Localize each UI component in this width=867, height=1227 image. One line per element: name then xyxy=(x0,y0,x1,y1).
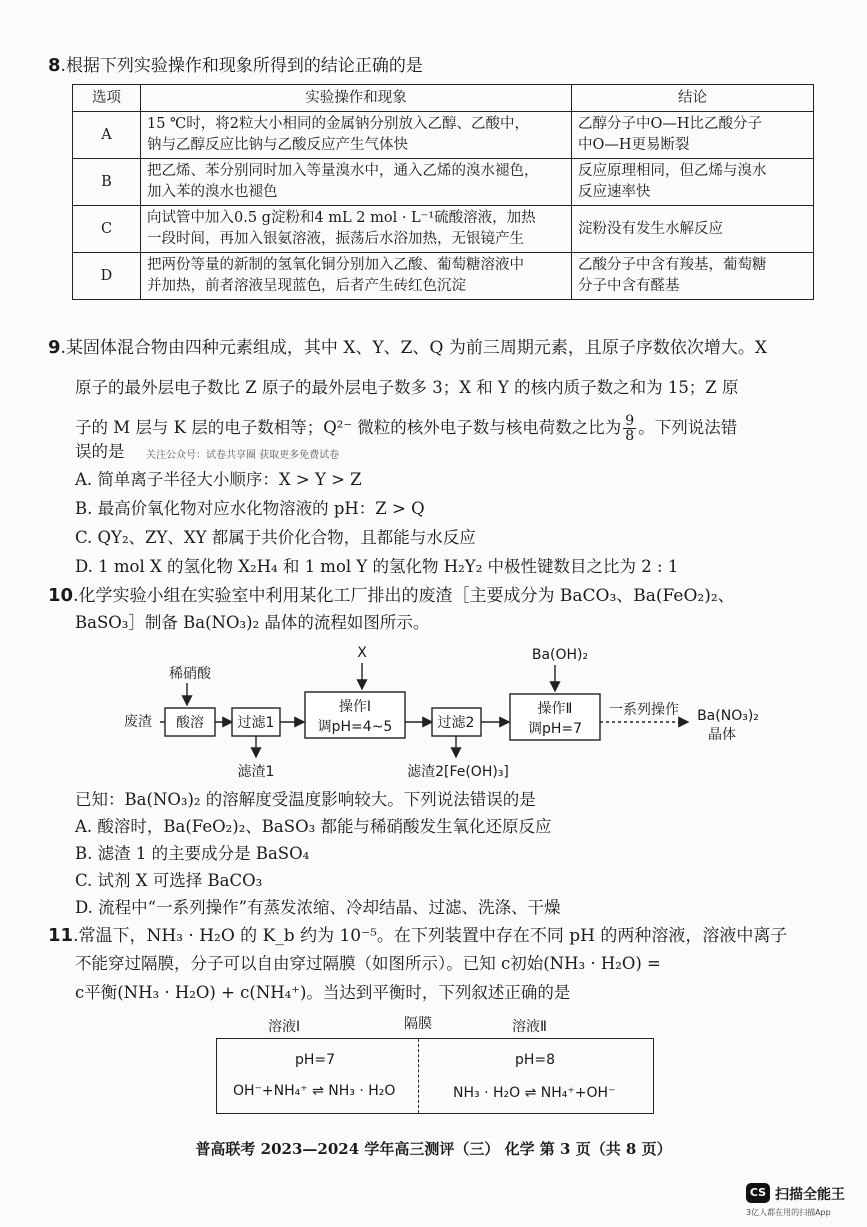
residue2-label: 滤渣2[Fe(OH)₃] xyxy=(407,764,509,780)
question-9-line-4: 误的是 xyxy=(75,442,125,461)
question-number: 8 xyxy=(48,55,61,76)
operation1-ph: 调pH=4~5 xyxy=(317,719,393,735)
table-row: C 向试管中加入0.5 g淀粉和4 mL 2 mol · L⁻¹硫酸溶液，加热 一段时间，再加入银氨溶液，振荡后水浴加热，无银镜产生 淀粉没有发生水解反应 xyxy=(73,206,814,253)
question-8-stem: 8.根据下列实验操作和现象所得到的结论正确的是 xyxy=(48,55,423,76)
product-label: Ba(NO₃)₂ xyxy=(697,708,759,724)
question-9-line-1: 9.某固体混合物由四种元素组成，其中 X、Y、Z、Q 为前三周期元素，且原子序数依次增大。X xyxy=(48,337,767,358)
option-a: A. 酸溶时，Ba(FeO₂)₂、BaSO₃ 都能与稀硝酸发生氧化还原反应 xyxy=(75,817,552,836)
filter1-label: 过滤1 xyxy=(237,715,275,731)
question-11-line-2: 不能穿过隔膜，分子可以自由穿过隔膜（如图所示）。已知 c初始(NH₃ · H₂O) = xyxy=(75,954,661,973)
notice-text: 关注公众号：试卷共享圈 获取更多免费试卷 xyxy=(146,450,340,461)
option-c: C. QY₂、ZY、XY 都属于共价化合物，且都能与水反应 xyxy=(75,528,476,547)
membrane-label: 隔膜 xyxy=(404,1016,432,1032)
option-d: D. 流程中“一系列操作”有蒸发浓缩、冷却结晶、过滤、洗涤、干燥 xyxy=(75,898,561,917)
option-d: D. 1 mol X 的氢化物 X₂H₄ 和 1 mol Y 的氢化物 H₂Y₂ 中极性键数目之比为 2 : 1 xyxy=(75,557,679,576)
header-conclusion: 结论 xyxy=(572,85,814,112)
table-row: B 把乙烯、苯分别同时加入等量溴水中，通入乙烯的溴水褪色， 加入苯的溴水也褪色 反应原理相同，但乙烯与溴水 反应速率快 xyxy=(73,159,814,206)
operation2-title: 操作Ⅱ xyxy=(537,701,573,717)
operation2-ph: 调pH=7 xyxy=(527,721,583,737)
series-ops-label: 一系列操作 xyxy=(609,702,679,718)
baoh2-label: Ba(OH)₂ xyxy=(531,647,589,663)
table-row: D 把两份等量的新制的氢氧化铜分别加入乙酸、葡萄糖溶液中 并加热，前者溶液呈现蓝色，后者产生砖红色沉淀 乙酸分子中含有羧基，葡萄糖 分子中含有醛基 xyxy=(73,253,814,300)
question-10-line-2: BaSO₃］制备 Ba(NO₃)₂ 晶体的流程如图所示。 xyxy=(75,613,430,632)
solution-1-ph: pH=7 xyxy=(295,1052,336,1068)
reagent-x-label: X xyxy=(357,645,367,661)
question-10-known: 已知：Ba(NO₃)₂ 的溶解度受温度影响较大。下列说法错误的是 xyxy=(75,790,536,809)
filter2-label: 过滤2 xyxy=(437,715,475,731)
solution-1-label: 溶液Ⅰ xyxy=(268,1019,301,1035)
equation-1: OH⁻+NH₄⁺ ⇌ NH₃ · H₂O xyxy=(233,1083,396,1099)
option-c: C. 试剂 X 可选择 BaCO₃ xyxy=(75,871,263,890)
option-b: B. 最高价氧化物对应水化物溶液的 pH：Z > Q xyxy=(75,499,425,518)
scanner-watermark xyxy=(746,1181,858,1217)
table-header xyxy=(73,85,814,112)
equilibrium-apparatus xyxy=(216,1038,654,1114)
operation1-title: 操作Ⅰ xyxy=(338,699,372,715)
question-8-table xyxy=(72,84,814,300)
acid-dissolve-label: 酸溶 xyxy=(176,715,204,731)
page-footer: 普高联考 2023—2024 学年高三测评（三） 化学 第 3 页（共 8 页） xyxy=(195,1140,672,1158)
option-b: B. 滤渣 1 的主要成分是 BaSO₄ xyxy=(75,844,310,863)
question-11-line-1: 11.常温下，NH₃ · H₂O 的 K_b 约为 10⁻⁵。在下列装置中存在不同 pH 的两种溶液，溶液中离子 xyxy=(48,925,788,946)
scanner-logo-icon: CS xyxy=(746,1183,770,1203)
product-crystal-label: 晶体 xyxy=(708,727,736,743)
option-a: A. 简单离子半径大小顺序：X > Y > Z xyxy=(75,470,362,489)
question-9-line-3: 子的 M 层与 K 层的电子数相等；Q²⁻ 微粒的核外电子数与核电荷数之比为 $\frac{9}{8}$ 。下列说法错 xyxy=(75,413,738,444)
solution-2-ph: pH=8 xyxy=(515,1052,556,1068)
flow-diagram xyxy=(0,635,867,795)
waste-label: 废渣 xyxy=(124,714,152,730)
table-row: A 15 ℃时，将2粒大小相同的金属钠分别放入乙醇、乙酸中， 钠与乙醇反应比钠与乙酸反应产生气体快 乙醇分子中O—H比乙酸分子 中O—H更易断裂 xyxy=(73,112,814,159)
question-10-line-1: 10.化学实验小组在实验室中利用某化工厂排出的废渣［主要成分为 BaCO₃、Ba(FeO₂)₂、 xyxy=(48,585,735,606)
equation-2: NH₃ · H₂O ⇌ NH₄⁺+OH⁻ xyxy=(453,1085,616,1101)
dilute-acid-label: 稀硝酸 xyxy=(169,666,211,682)
residue1-label: 滤渣1 xyxy=(237,764,275,780)
solution-2-label: 溶液Ⅱ xyxy=(512,1019,547,1035)
header-option: 选项 xyxy=(73,85,141,112)
header-operation: 实验操作和现象 xyxy=(141,85,572,112)
membrane-divider xyxy=(418,1039,419,1113)
scanner-name: 扫描全能王 xyxy=(775,1187,845,1203)
fraction: $\frac{9}{8}$ xyxy=(625,413,635,444)
question-11-line-3: c平衡(NH₃ · H₂O) + c(NH₄⁺)。当达到平衡时，下列叙述正确的是 xyxy=(75,983,571,1002)
question-9-line-2: 原子的最外层电子数比 Z 原子的最外层电子数多 3；X 和 Y 的核内质子数之和为 15；Z 原 xyxy=(75,378,739,397)
scanner-tagline: 3亿人都在用的扫描App xyxy=(746,1208,831,1217)
